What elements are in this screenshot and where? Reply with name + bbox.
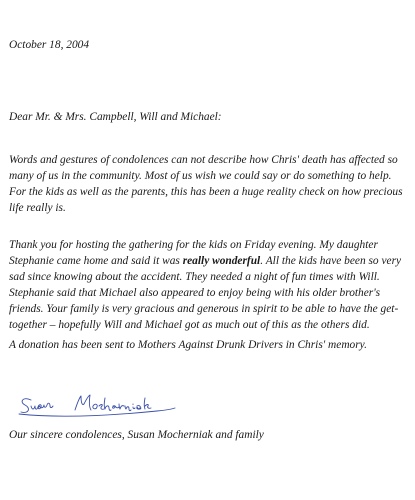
letter-closing: Our sincere condolences, Susan Mocherniak and family [9,429,264,441]
letter-salutation: Dear Mr. & Mrs. Campbell, Will and Michael: [9,111,222,123]
letter-paragraph-1: Words and gestures of condolences can not describe how Chris' death has affected so many of us in the community. Most of us wish we could say or do something to help. For the kids as well as the parents, this has been a huge reality check on how precious life really is. [9,154,403,214]
letter-date: October 18, 2004 [9,39,90,51]
paragraph-2-emphasis: really wonderful [182,255,261,267]
handwritten-signature [17,392,217,420]
paragraph-2-text-after: . All the kids have been so very sad since knowing about the accident. They needed a night of fun times with Will. Stephanie said that Michael also appeared to enjoy being with his older brother's friends. Your family is very gracious and generous in spirit to be able to have the get-together – hopefully Will and Michael got as much out of this as the others did. [9,255,402,331]
paragraph-2-text-before: Thank you for hosting the gathering for the kids on Friday evening. My daughter Stephanie came home and said it was [9,239,378,267]
letter-paragraph-3: A donation has been sent to Mothers Against Drunk Drivers in Chris' memory. [9,339,367,351]
letter-paragraph-2 [9,237,407,333]
